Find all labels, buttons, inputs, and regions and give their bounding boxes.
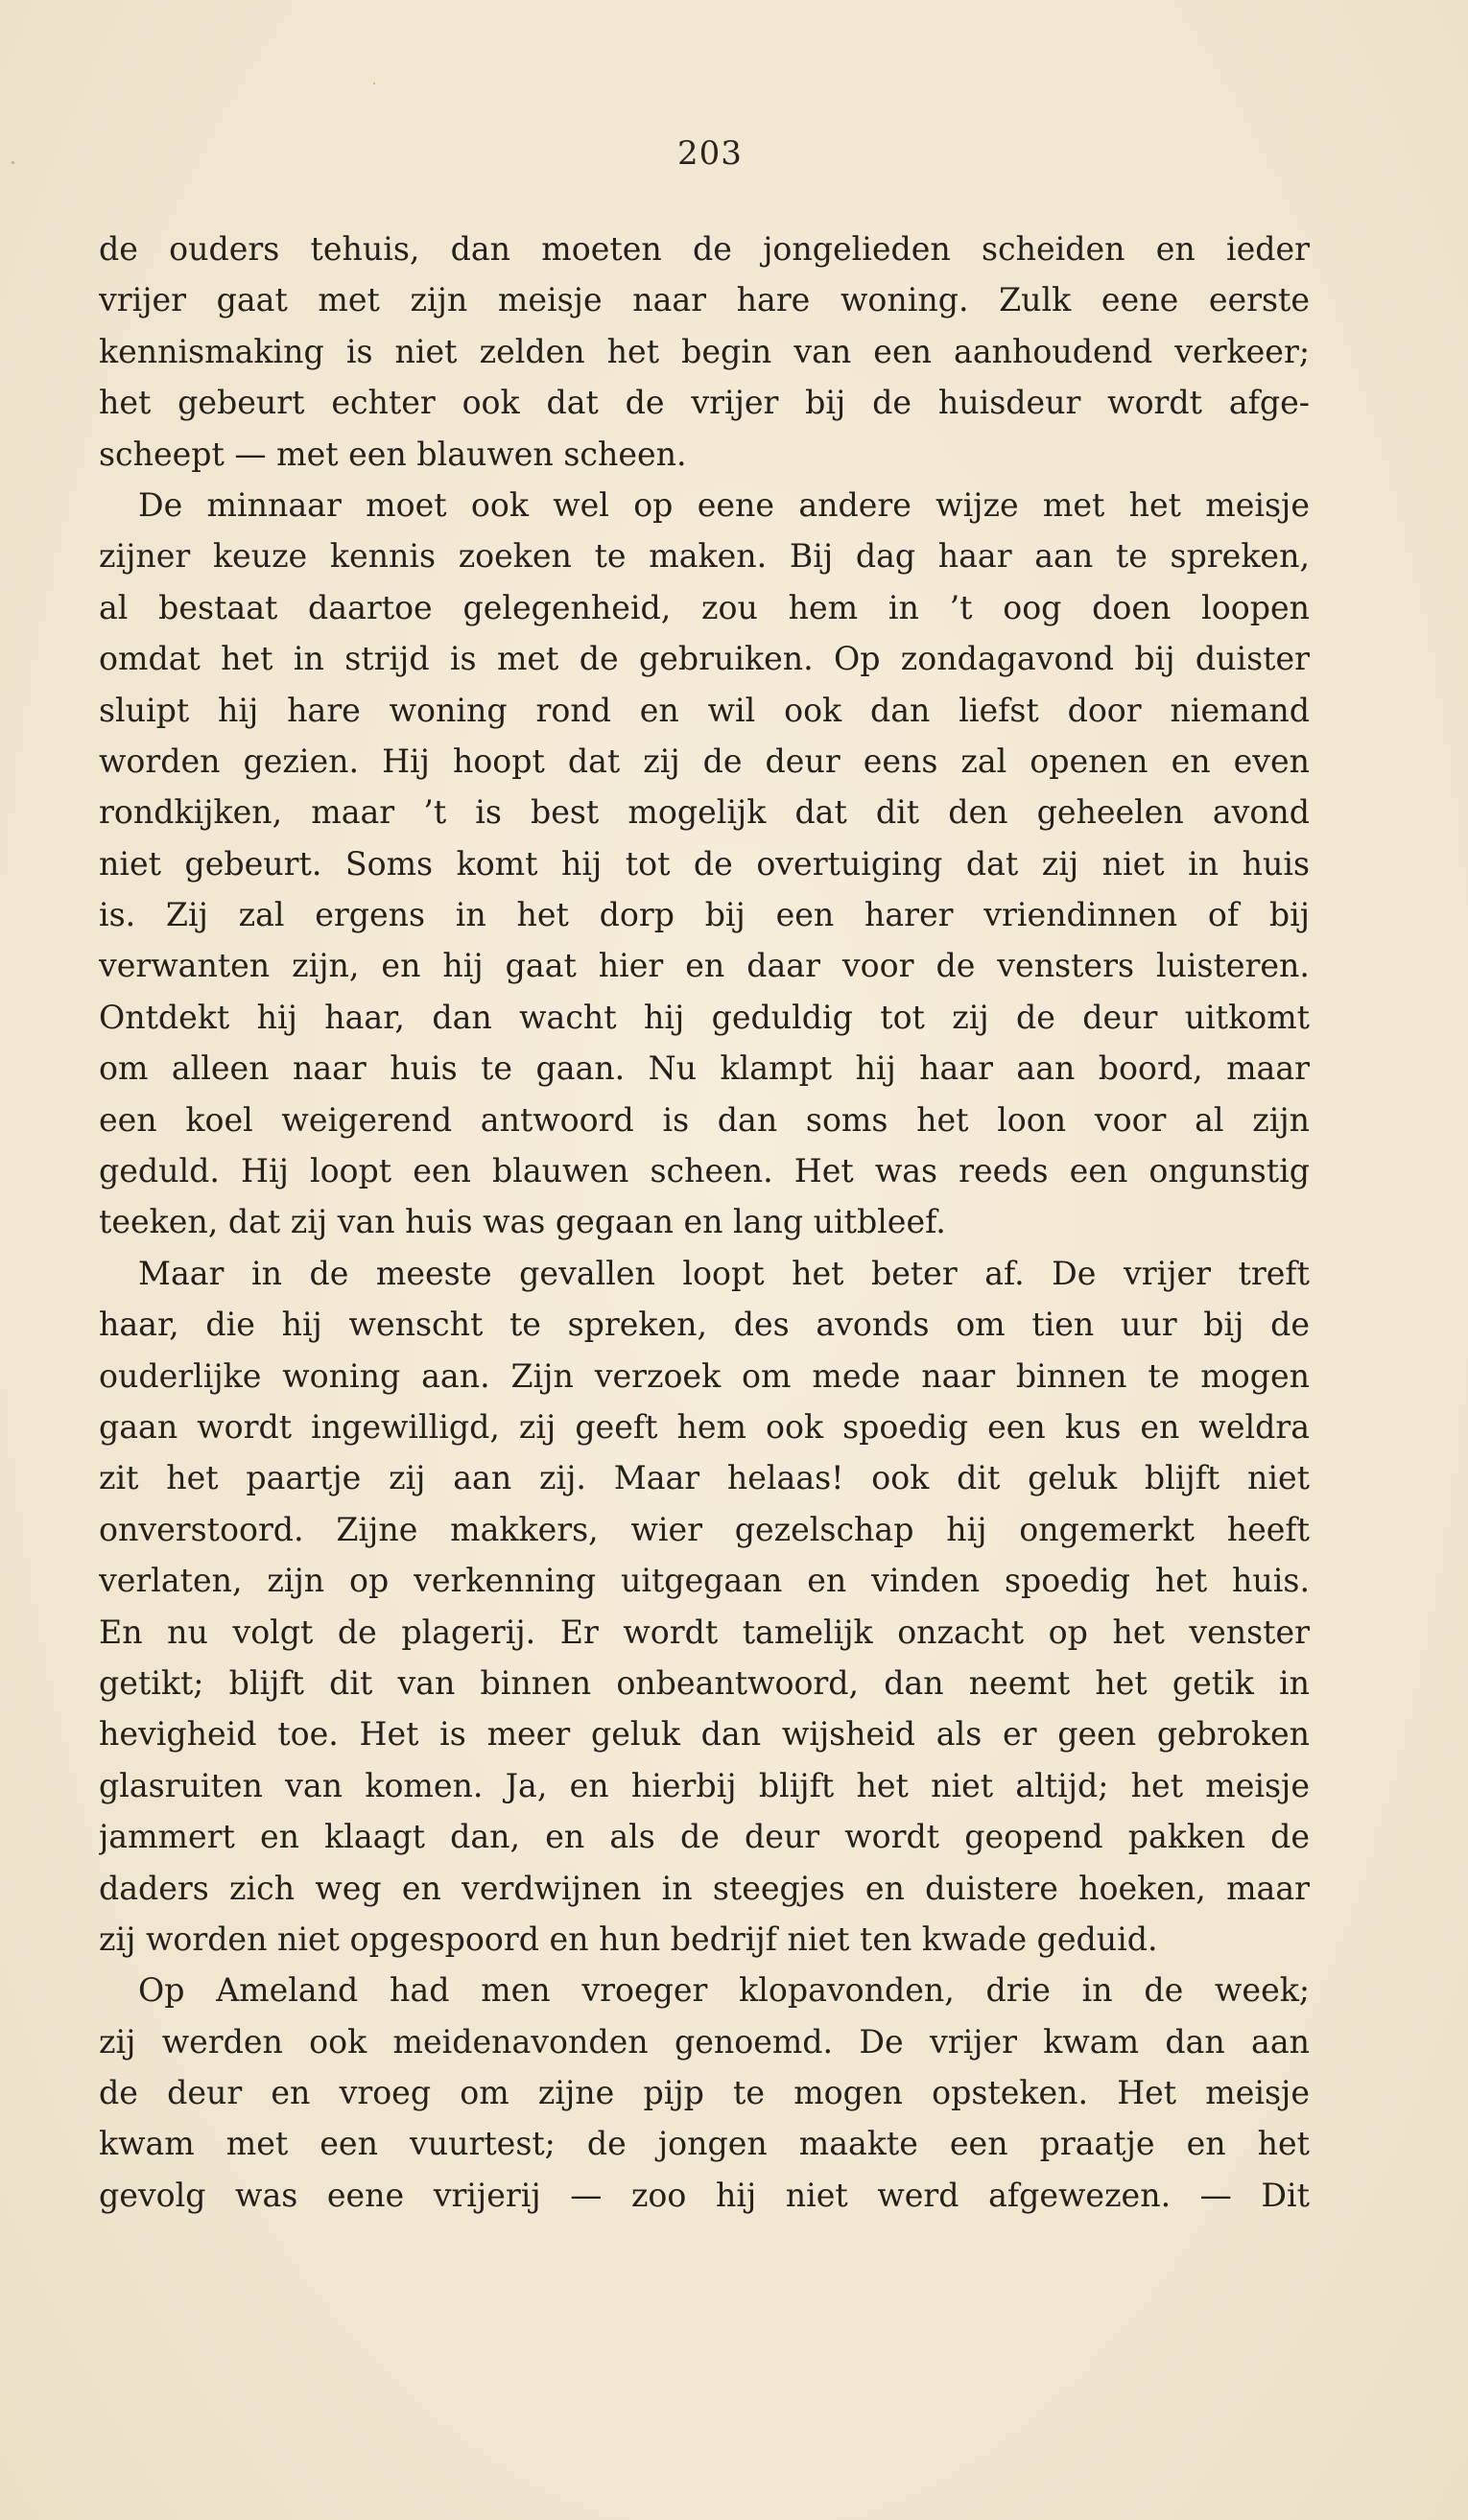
text-line: de ouders tehuis, dan moeten de jongelieden scheiden en ieder [99, 230, 1310, 268]
text-line: Ontdekt hij haar, dan wacht hij geduldig tot zij de deur uitkomt [99, 998, 1310, 1036]
text-line: zij worden niet opgespoord en hun bedrijf niet ten kwade geduid. [99, 1919, 1158, 1958]
text-line: worden gezien. Hij hoopt dat zij de deur eens zal openen en even [99, 742, 1310, 780]
text-line: een koel weigerend antwoord is dan soms het loon voor al zijn [99, 1100, 1310, 1139]
text-line: jammert en klaagt dan, en als de deur wordt geopend pakken de [99, 1818, 1310, 1856]
text-line: al bestaat daartoe gelegenheid, zou hem in ’t oog doen loopen [99, 588, 1310, 626]
paper-speck [373, 82, 375, 84]
text-line: rondkijken, maar ’t is best mogelijk dat dit den geheelen avond [99, 793, 1310, 832]
text-line: En nu volgt de plagerij. Er wordt tamelijk onzacht op het venster [99, 1613, 1310, 1651]
text-line: gevolg was eene vrijerij — zoo hij niet werd afgewezen. — Dit [99, 2176, 1310, 2214]
text-line: De minnaar moet ook wel op eene andere wijze met het meisje [138, 485, 1310, 524]
text-line: zijner keuze kennis zoeken te maken. Bij dag haar aan te spreken, [99, 537, 1310, 576]
text-line: Op Ameland had men vroeger klopavonden, drie in de week; [138, 1971, 1310, 2010]
text-line: zit het paartje zij aan zij. Maar helaas! ook dit geluk blijft niet [99, 1459, 1310, 1497]
text-line: om alleen naar huis te gaan. Nu klampt hij haar aan boord, maar [99, 1049, 1310, 1088]
text-line: geduld. Hij loopt een blauwen scheen. Het was reeds een ongunstig [99, 1152, 1310, 1190]
text-line: onverstoord. Zijne makkers, wier gezelschap hij ongemerkt heeft [99, 1510, 1310, 1548]
text-line: glasruiten van komen. Ja, en hierbij blijft het niet altijd; het meisje [99, 1766, 1310, 1804]
text-line: hevigheid toe. Het is meer geluk dan wijsheid als er geen gebroken [99, 1715, 1310, 1754]
text-line: is. Zij zal ergens in het dorp bij een harer vriendinnen of bij [99, 896, 1310, 934]
text-line: kwam met een vuurtest; de jongen maakte een praatje en het [99, 2125, 1310, 2163]
text-line: Maar in de meeste gevallen loopt het beter af. De vrijer treft [138, 1254, 1310, 1292]
text-line: de deur en vroeg om zijne pijp te mogen opsteken. Het meisje [99, 2074, 1310, 2112]
text-line: daders zich weg en verdwijnen in steegjes en duistere hoeken, maar [99, 1869, 1310, 1907]
page-number: 203 [677, 134, 743, 173]
text-line: vrijer gaat met zijn meisje naar hare woning. Zulk eene eerste [99, 281, 1310, 319]
text-line: teeken, dat zij van huis was gegaan en lang uitbleef. [99, 1203, 946, 1241]
text-line: omdat het in strijd is met de gebruiken. Op zondagavond bij duister [99, 640, 1310, 678]
text-line: gaan wordt ingewilligd, zij geeft hem ook spoedig een kus en weldra [99, 1407, 1310, 1446]
text-line: het gebeurt echter ook dat de vrijer bij de huisdeur wordt afge- [99, 384, 1310, 422]
text-line: sluipt hij hare woning rond en wil ook dan liefst door niemand [99, 691, 1310, 729]
text-line: getikt; blijft dit van binnen onbeantwoord, dan neemt het getik in [99, 1663, 1310, 1702]
text-line: verlaten, zijn op verkenning uitgegaan en vinden spoedig het huis. [99, 1562, 1310, 1600]
text-line: niet gebeurt. Soms komt hij tot de overtuiging dat zij niet in huis [99, 844, 1310, 883]
text-line: haar, die hij wenscht te spreken, des avonds om tien uur bij de [99, 1306, 1310, 1344]
body-text [99, 224, 1310, 2221]
text-line: zij werden ook meidenavonden genoemd. De vrijer kwam dan aan [99, 2022, 1310, 2061]
text-line: ouderlijke woning aan. Zijn verzoek om mede naar binnen te mogen [99, 1356, 1310, 1395]
text-line: kennismaking is niet zelden het begin van een aanhoudend verkeer; [99, 332, 1310, 370]
text-line: verwanten zijn, en hij gaat hier en daar voor de vensters luisteren. [99, 947, 1310, 985]
text-line: scheept — met een blauwen scheen. [99, 435, 687, 473]
